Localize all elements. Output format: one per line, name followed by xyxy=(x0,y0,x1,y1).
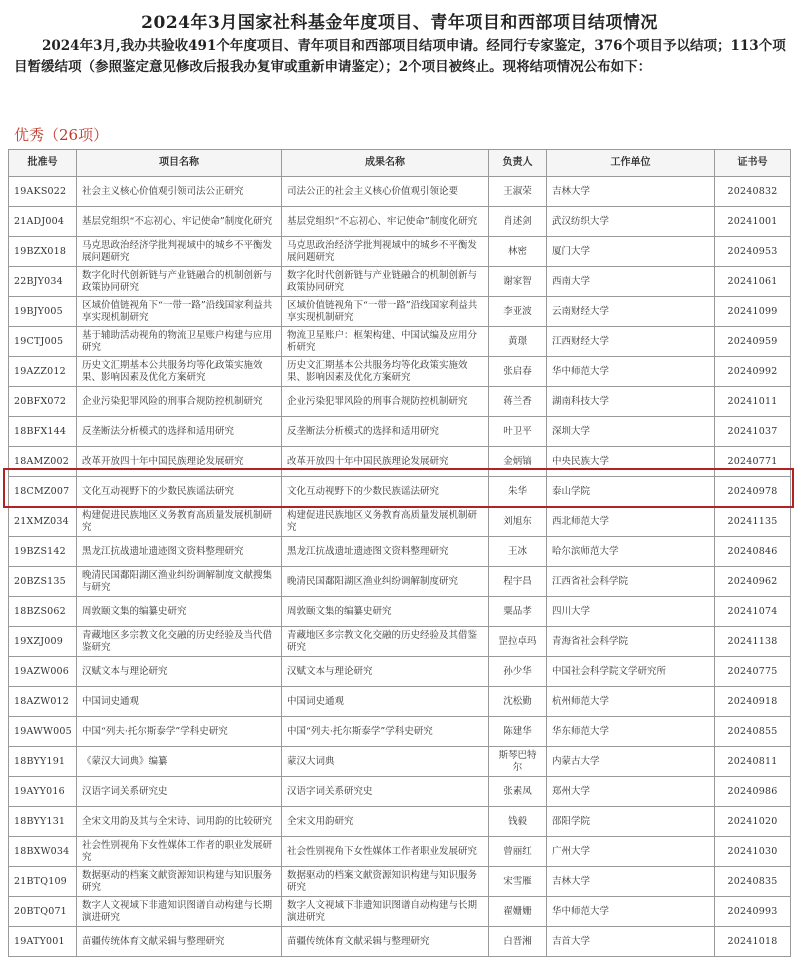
cell-certificate-number: 20240986 xyxy=(715,777,791,807)
cell-approval-number: 18BFX144 xyxy=(9,417,77,447)
cell-certificate-number: 20240846 xyxy=(715,537,791,567)
cell-result-name: 全宋文用韵研究 xyxy=(282,807,489,837)
cell-institution: 广州大学 xyxy=(547,837,715,867)
results-table xyxy=(8,149,791,957)
cell-institution: 中央民族大学 xyxy=(547,447,715,477)
table-row xyxy=(9,687,791,717)
cell-leader: 王淑荣 xyxy=(489,177,547,207)
cell-institution: 吉首大学 xyxy=(547,927,715,957)
table-body xyxy=(9,177,791,957)
column-header-institution: 工作单位 xyxy=(547,150,715,177)
cell-project-name: 基于辅助活动视角的物流卫星账户构建与应用研究 xyxy=(77,327,282,357)
table-row xyxy=(9,867,791,897)
cell-approval-number: 21BTQ109 xyxy=(9,867,77,897)
cell-approval-number: 19CTJ005 xyxy=(9,327,77,357)
table-row xyxy=(9,747,791,777)
cell-certificate-number: 20241018 xyxy=(715,927,791,957)
cell-institution: 青海省社会科学院 xyxy=(547,627,715,657)
table-row xyxy=(9,627,791,657)
cell-result-name: 苗疆传统体育文献采辑与整理研究 xyxy=(282,927,489,957)
page-title: 2024年3月国家社科基金年度项目、青年项目和西部项目结项情况 xyxy=(141,13,658,33)
cell-leader: 金炳镐 xyxy=(489,447,547,477)
cell-project-name: 马克思政治经济学批判视域中的城乡不平衡发展问题研究 xyxy=(77,237,282,267)
table-header xyxy=(9,150,791,177)
cell-result-name: 汉赋文本与理论研究 xyxy=(282,657,489,687)
cell-result-name: 晚清民国鄱阳湖区渔业纠纷调解制度研究 xyxy=(282,567,489,597)
cell-approval-number: 19AZZ012 xyxy=(9,357,77,387)
cell-project-name: 区域价值链视角下“一带一路”沿线国家利益共享实现机制研究 xyxy=(77,297,282,327)
cell-leader: 斯琴巴特尔 xyxy=(489,747,547,777)
cell-approval-number: 21ADJ004 xyxy=(9,207,77,237)
cell-project-name: 文化互动视野下的少数民族谣法研究 xyxy=(77,477,282,507)
cell-result-name: 改革开放四十年中国民族理论发展研究 xyxy=(282,447,489,477)
cell-project-name: 基层党组织“不忘初心、牢记使命”制度化研究 xyxy=(77,207,282,237)
column-header-certificate-number: 证书号 xyxy=(715,150,791,177)
cell-approval-number: 18BXW034 xyxy=(9,837,77,867)
table-row xyxy=(9,447,791,477)
cell-leader: 程宇昌 xyxy=(489,567,547,597)
table-row xyxy=(9,417,791,447)
cell-certificate-number: 20241020 xyxy=(715,807,791,837)
cell-project-name: 中国词史通观 xyxy=(77,687,282,717)
cell-certificate-number: 20240811 xyxy=(715,747,791,777)
header-row xyxy=(9,150,791,177)
cell-result-name: 周敦颐文集的编纂史研究 xyxy=(282,597,489,627)
cell-result-name: 黑龙江抗战遗址遗迹图文资料整理研究 xyxy=(282,537,489,567)
cell-institution: 郑州大学 xyxy=(547,777,715,807)
table-row xyxy=(9,507,791,537)
cell-result-name: 反垄断法分析模式的选择和适用研究 xyxy=(282,417,489,447)
cell-leader: 肖述剑 xyxy=(489,207,547,237)
cell-project-name: 数据驱动的档案文献资源知识构建与知识服务研究 xyxy=(77,867,282,897)
cell-institution: 深圳大学 xyxy=(547,417,715,447)
cell-project-name: 中国“列夫·托尔斯泰学”学科史研究 xyxy=(77,717,282,747)
cell-result-name: 物流卫星账户：框架构建、中国试编及应用分析研究 xyxy=(282,327,489,357)
cell-institution: 杭州师范大学 xyxy=(547,687,715,717)
cell-approval-number: 20BFX072 xyxy=(9,387,77,417)
cell-certificate-number: 20240959 xyxy=(715,327,791,357)
cell-result-name: 企业污染犯罪风险的刑事合规防控机制研究 xyxy=(282,387,489,417)
cell-approval-number: 20BTQ071 xyxy=(9,897,77,927)
table-row xyxy=(9,357,791,387)
cell-leader: 罡拉卓玛 xyxy=(489,627,547,657)
table-row xyxy=(9,477,791,507)
cell-leader: 沈松勤 xyxy=(489,687,547,717)
cell-project-name: 构建促进民族地区义务教育高质量发展机制研究 xyxy=(77,507,282,537)
cell-institution: 吉林大学 xyxy=(547,177,715,207)
cell-certificate-number: 20241011 xyxy=(715,387,791,417)
cell-leader: 钱毅 xyxy=(489,807,547,837)
cell-institution: 吉林大学 xyxy=(547,867,715,897)
table-row xyxy=(9,267,791,297)
cell-project-name: 改革开放四十年中国民族理论发展研究 xyxy=(77,447,282,477)
cell-leader: 李亚波 xyxy=(489,297,547,327)
cell-certificate-number: 20241061 xyxy=(715,267,791,297)
table-row xyxy=(9,207,791,237)
cell-approval-number: 19BZX018 xyxy=(9,237,77,267)
cell-project-name: 数字化时代创新链与产业链融合的机制创新与政策协同研究 xyxy=(77,267,282,297)
cell-certificate-number: 20240992 xyxy=(715,357,791,387)
cell-result-name: 青藏地区多宗教文化交融的历史经验及其借鉴研究 xyxy=(282,627,489,657)
cell-certificate-number: 20240978 xyxy=(715,477,791,507)
cell-certificate-number: 20240962 xyxy=(715,567,791,597)
cell-result-name: 汉语字词关系研究史 xyxy=(282,777,489,807)
cell-project-name: 晚清民国鄱阳湖区渔业纠纷调解制度文献搜集与研究 xyxy=(77,567,282,597)
cell-certificate-number: 20241074 xyxy=(715,597,791,627)
cell-leader: 刘旭东 xyxy=(489,507,547,537)
cell-institution: 武汉纺织大学 xyxy=(547,207,715,237)
cell-institution: 西南大学 xyxy=(547,267,715,297)
cell-approval-number: 19AWW005 xyxy=(9,717,77,747)
cell-result-name: 中国词史通观 xyxy=(282,687,489,717)
cell-result-name: 中国“列夫·托尔斯泰学”学科史研究 xyxy=(282,717,489,747)
cell-institution: 华东师范大学 xyxy=(547,717,715,747)
cell-approval-number: 18AZW012 xyxy=(9,687,77,717)
column-header-approval-number: 批准号 xyxy=(9,150,77,177)
table-row xyxy=(9,327,791,357)
cell-project-name: 社会主义核心价值观引领司法公正研究 xyxy=(77,177,282,207)
cell-certificate-number: 20240775 xyxy=(715,657,791,687)
cell-approval-number: 20BZS135 xyxy=(9,567,77,597)
cell-certificate-number: 20241030 xyxy=(715,837,791,867)
cell-approval-number: 21XMZ034 xyxy=(9,507,77,537)
table-row xyxy=(9,777,791,807)
cell-certificate-number: 20240993 xyxy=(715,897,791,927)
cell-result-name: 构建促进民族地区义务教育高质量发展机制研究 xyxy=(282,507,489,537)
section-label-excellent: 优秀（26项） xyxy=(14,126,109,144)
cell-project-name: 周敦颐文集的编纂史研究 xyxy=(77,597,282,627)
cell-result-name: 司法公正的社会主义核心价值观引领论要 xyxy=(282,177,489,207)
cell-leader: 曾丽红 xyxy=(489,837,547,867)
cell-project-name: 社会性别视角下女性媒体工作者的职业发展研究 xyxy=(77,837,282,867)
cell-approval-number: 18AMZ002 xyxy=(9,447,77,477)
cell-result-name: 历史文汇期基本公共服务均等化政策实施效果、影响因素及优化方案研究 xyxy=(282,357,489,387)
cell-leader: 蒋兰香 xyxy=(489,387,547,417)
cell-certificate-number: 20240918 xyxy=(715,687,791,717)
cell-result-name: 文化互动视野下的少数民族谣法研究 xyxy=(282,477,489,507)
cell-result-name: 数据驱动的档案文献资源知识构建与知识服务研究 xyxy=(282,867,489,897)
cell-result-name: 数字人文视域下非遗知识图谱自动构建与长期演进研究 xyxy=(282,897,489,927)
cell-leader: 陈建华 xyxy=(489,717,547,747)
cell-certificate-number: 20241099 xyxy=(715,297,791,327)
table-row xyxy=(9,297,791,327)
cell-institution: 华中师范大学 xyxy=(547,357,715,387)
cell-certificate-number: 20240771 xyxy=(715,447,791,477)
cell-institution: 哈尔滨师范大学 xyxy=(547,537,715,567)
cell-project-name: 苗疆传统体育文献采辑与整理研究 xyxy=(77,927,282,957)
cell-leader: 白晋湘 xyxy=(489,927,547,957)
cell-project-name: 反垄断法分析模式的选择和适用研究 xyxy=(77,417,282,447)
cell-result-name: 区域价值链视角下“一带一路”沿线国家利益共享实现机制研究 xyxy=(282,297,489,327)
cell-institution: 华中师范大学 xyxy=(547,897,715,927)
table-row xyxy=(9,807,791,837)
cell-approval-number: 18BZS062 xyxy=(9,597,77,627)
cell-certificate-number: 20241037 xyxy=(715,417,791,447)
cell-certificate-number: 20241001 xyxy=(715,207,791,237)
cell-result-name: 蒙汉大词典 xyxy=(282,747,489,777)
cell-approval-number: 19BZS142 xyxy=(9,537,77,567)
cell-leader: 林密 xyxy=(489,237,547,267)
cell-project-name: 历史文汇期基本公共服务均等化政策实施效果、影响因素及优化方案研究 xyxy=(77,357,282,387)
cell-approval-number: 18BYY131 xyxy=(9,807,77,837)
cell-certificate-number: 20241138 xyxy=(715,627,791,657)
cell-leader: 叶卫平 xyxy=(489,417,547,447)
cell-approval-number: 18CMZ007 xyxy=(9,477,77,507)
cell-certificate-number: 20241135 xyxy=(715,507,791,537)
table-row xyxy=(9,837,791,867)
cell-project-name: 黑龙江抗战遗址遗迹图文资料整理研究 xyxy=(77,537,282,567)
cell-certificate-number: 20240835 xyxy=(715,867,791,897)
cell-approval-number: 19XZJ009 xyxy=(9,627,77,657)
cell-project-name: 汉语字词关系研究史 xyxy=(77,777,282,807)
table-row xyxy=(9,237,791,267)
cell-project-name: 汉赋文本与理论研究 xyxy=(77,657,282,687)
cell-result-name: 社会性别视角下女性媒体工作者职业发展研究 xyxy=(282,837,489,867)
table-row xyxy=(9,657,791,687)
cell-leader: 张素凤 xyxy=(489,777,547,807)
table-row xyxy=(9,567,791,597)
cell-institution: 内蒙古大学 xyxy=(547,747,715,777)
cell-institution: 西北师范大学 xyxy=(547,507,715,537)
cell-approval-number: 19ATY001 xyxy=(9,927,77,957)
cell-institution: 江西省社会科学院 xyxy=(547,567,715,597)
intro-paragraph: 2024年3月,我办共验收491个年度项目、青年项目和西部项目结项申请。经同行专家鉴定，376个项目予以结项；113个项目暂缓结项（参照鉴定意见修改后报我办复审或重新申请鉴定）；2个项目被终止。现将结项情况公布如下： xyxy=(14,38,786,75)
cell-institution: 邵阳学院 xyxy=(547,807,715,837)
cell-project-name: 数字人文视域下非遗知识图谱自动构建与长期演进研究 xyxy=(77,897,282,927)
table-row xyxy=(9,387,791,417)
cell-approval-number: 19AYY016 xyxy=(9,777,77,807)
cell-certificate-number: 20240832 xyxy=(715,177,791,207)
cell-leader: 张启春 xyxy=(489,357,547,387)
cell-leader: 王冰 xyxy=(489,537,547,567)
cell-approval-number: 18BYY191 xyxy=(9,747,77,777)
cell-institution: 云南财经大学 xyxy=(547,297,715,327)
cell-institution: 湖南科技大学 xyxy=(547,387,715,417)
column-header-result-name: 成果名称 xyxy=(282,150,489,177)
table-row xyxy=(9,597,791,627)
table-row xyxy=(9,177,791,207)
column-header-project-name: 项目名称 xyxy=(77,150,282,177)
cell-institution: 四川大学 xyxy=(547,597,715,627)
cell-certificate-number: 20240953 xyxy=(715,237,791,267)
cell-result-name: 基层党组织“不忘初心、牢记使命”制度化研究 xyxy=(282,207,489,237)
cell-leader: 翟姗姗 xyxy=(489,897,547,927)
cell-approval-number: 19BJY005 xyxy=(9,297,77,327)
cell-approval-number: 19AKS022 xyxy=(9,177,77,207)
cell-leader: 粟品孝 xyxy=(489,597,547,627)
table-row xyxy=(9,537,791,567)
cell-institution: 泰山学院 xyxy=(547,477,715,507)
cell-leader: 孙少华 xyxy=(489,657,547,687)
cell-certificate-number: 20240855 xyxy=(715,717,791,747)
cell-leader: 朱华 xyxy=(489,477,547,507)
cell-approval-number: 19AZW006 xyxy=(9,657,77,687)
cell-project-name: 《蒙汉大词典》编纂 xyxy=(77,747,282,777)
cell-project-name: 青藏地区多宗教文化交融的历史经验及当代借鉴研究 xyxy=(77,627,282,657)
cell-project-name: 全宋文用韵及其与全宋诗、词用韵的比较研究 xyxy=(77,807,282,837)
cell-institution: 厦门大学 xyxy=(547,237,715,267)
cell-result-name: 数字化时代创新链与产业链融合的机制创新与政策协同研究 xyxy=(282,267,489,297)
cell-result-name: 马克思政治经济学批判视域中的城乡不平衡发展问题研究 xyxy=(282,237,489,267)
cell-leader: 黄璟 xyxy=(489,327,547,357)
column-header-leader: 负责人 xyxy=(489,150,547,177)
cell-institution: 中国社会科学院文学研究所 xyxy=(547,657,715,687)
cell-project-name: 企业污染犯罪风险的刑事合规防控机制研究 xyxy=(77,387,282,417)
cell-institution: 江西财经大学 xyxy=(547,327,715,357)
cell-leader: 宋雪雁 xyxy=(489,867,547,897)
table-row xyxy=(9,897,791,927)
cell-approval-number: 22BJY034 xyxy=(9,267,77,297)
table-row xyxy=(9,717,791,747)
cell-leader: 谢家智 xyxy=(489,267,547,297)
